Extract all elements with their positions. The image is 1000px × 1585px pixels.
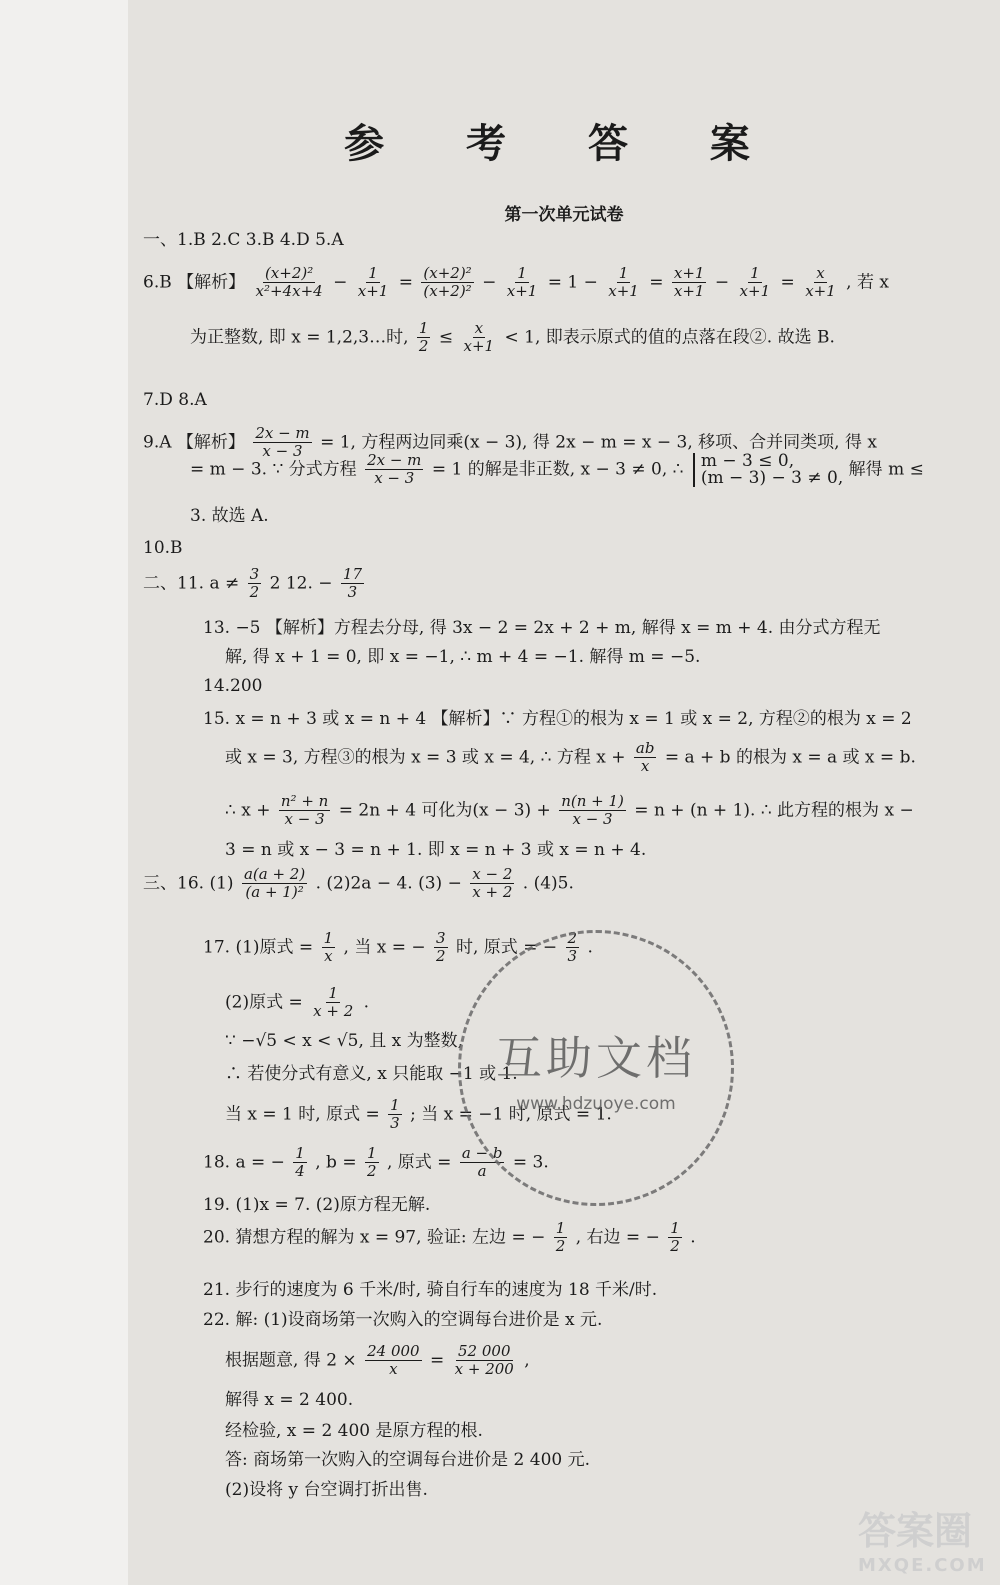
equation-system xyxy=(693,450,844,488)
text: , xyxy=(524,1350,530,1371)
section-title: 第一次单元试卷 xyxy=(504,205,624,225)
operator: − xyxy=(714,272,730,293)
answer-line-1-5: 一、1.B 2.C 3.B 4.D 5.A xyxy=(143,230,344,250)
text: = 2n + 4 可化为(x − 3) + xyxy=(338,800,551,821)
answer-line-17-2 xyxy=(225,985,369,1021)
answer-line-6-cont xyxy=(190,320,835,356)
fraction: $\frac{3}{2}$ xyxy=(249,565,260,602)
answer-line-19: 19. (1)x = 7. (2)原方程无解. xyxy=(203,1195,431,1215)
stamp-text: 互助文档 xyxy=(496,1031,696,1085)
fraction: $\frac{1}{2}$ xyxy=(555,1219,566,1256)
answer-line-22-f: (2)设将 y 台空调打折出售. xyxy=(225,1480,428,1500)
fraction: $\frac{1}{x + 2}$ xyxy=(313,984,354,1021)
text: . xyxy=(363,992,370,1013)
answer-line-13-cont: 解, 得 x + 1 = 0, 即 x = −1, ∴ m + 4 = −1. 解得 m = −5. xyxy=(225,647,701,667)
text: 时, 原式 = − xyxy=(456,937,558,958)
operator: ≤ xyxy=(438,327,454,348)
text: 为正整数, 即 x = 1,2,3…时, xyxy=(190,327,409,348)
fraction: $\frac{\text{(x+2)²}}{\text{x²+4x+4}}$ xyxy=(255,264,323,301)
text: . xyxy=(690,1227,696,1248)
text: ∴ x + xyxy=(225,800,271,821)
answer-line-15-b xyxy=(225,740,916,776)
operator: = 1 − xyxy=(547,272,598,293)
corner-watermark-url: MXQE.COM xyxy=(858,1555,987,1576)
fraction: $\frac{1}{3}$ xyxy=(390,1096,400,1133)
text: , 若 x xyxy=(846,272,889,293)
text: 二、11. a ≠ xyxy=(143,573,240,594)
fraction: $\frac{2}{3}$ xyxy=(567,929,578,966)
text: 18. a = − xyxy=(203,1152,285,1173)
operator: − xyxy=(482,272,497,293)
text: = n + (n + 1). ∴ 此方程的根为 x − xyxy=(634,800,914,821)
text: < 1, 即表示原式的值的点落在段②. 故选 B. xyxy=(504,327,835,348)
text: (2)原式 = xyxy=(225,992,303,1013)
fraction: $\frac{a - b}{a}$ xyxy=(461,1144,503,1181)
operator: = xyxy=(398,272,413,293)
system-row: m − 3 ≤ 0, xyxy=(700,450,795,471)
text: 17. (1)原式 = xyxy=(203,937,314,958)
page-title: 参 考 答 案 xyxy=(344,120,784,167)
fraction: $\frac{52 000}{x + 200}$ xyxy=(454,1342,514,1379)
text: = 1 的解是非正数, x − 3 ≠ 0, ∴ xyxy=(431,459,684,480)
text: , 当 x = − xyxy=(343,937,426,958)
fraction: $\frac{x - 2}{x + 2}$ xyxy=(472,865,513,902)
fraction: $\frac{1}{2}$ xyxy=(366,1144,377,1181)
fraction: $\frac{24 000}{x}$ xyxy=(367,1342,420,1379)
answer-line-17-d: ∴ 若使分式有意义, x 只能取 −1 或 1. xyxy=(225,1064,518,1084)
text: , 原式 = xyxy=(386,1152,452,1173)
fraction: $\frac{3}{2}$ xyxy=(436,929,446,966)
answer-line-13: 13. −5 【解析】方程去分母, 得 3x − 2 = 2x + 2 + m, 解得 x = m + 4. 由分式方程无 xyxy=(203,618,881,638)
operator: = xyxy=(649,272,664,293)
fraction: $\frac{a(a + 2)}{\text{(a + 1)²}}$ xyxy=(243,865,306,902)
system-row: (m − 3) − 3 ≠ 0, xyxy=(700,467,844,488)
fraction: $\frac{\text{(x+2)²}}{\text{(x+2)²}}$ xyxy=(423,264,472,301)
fraction: $\frac{ab}{x}$ xyxy=(635,739,655,776)
text: 或 x = 3, 方程③的根为 x = 3 或 x = 4, ∴ 方程 x + xyxy=(225,747,626,768)
text: , b = xyxy=(315,1152,357,1173)
answer-line-22-c: 解得 x = 2 400. xyxy=(225,1390,354,1410)
fraction: $\frac{x+1}{x+1}$ xyxy=(673,264,705,301)
fraction: $\frac{x}{x+1}$ xyxy=(463,319,495,356)
answer-line-9-end: 3. 故选 A. xyxy=(190,506,269,526)
answer-line-22: 22. 解: (1)设商场第一次购入的空调每台进价是 x 元. xyxy=(203,1310,603,1330)
fraction: $\frac{1}{2}$ xyxy=(418,319,429,356)
fraction: $\frac{17}{3}$ xyxy=(342,565,362,602)
text: 20. 猜想方程的解为 x = 97, 验证: 左边 = − xyxy=(203,1227,546,1248)
answer-line-9-cont xyxy=(190,452,924,488)
text: = 3. xyxy=(512,1152,549,1173)
answer-line-16 xyxy=(143,866,574,902)
fraction: $\frac{x}{x+1}$ xyxy=(805,264,836,301)
answer-sheet xyxy=(128,0,1000,1585)
operator: = xyxy=(780,272,795,293)
answer-line-17-c: ∵ −√5 < x < √5, 且 x 为整数, xyxy=(225,1031,464,1051)
fraction: $\frac{1}{2}$ xyxy=(670,1219,680,1256)
answer-line-15-d: 3 = n 或 x − 3 = n + 1. 即 x = n + 3 或 x = n + 4. xyxy=(225,840,647,860)
answer-line-21: 21. 步行的速度为 6 千米/时, 骑自行车的速度为 18 千米/时. xyxy=(203,1280,658,1300)
fraction: $\frac{1}{x+1}$ xyxy=(506,264,538,301)
text: . xyxy=(587,937,593,958)
fraction: $\frac{n(n + 1)}{x - 3}$ xyxy=(561,792,624,829)
stamp-url: www.hdzuoye.com xyxy=(516,1094,676,1114)
answer-line-7-8: 7.D 8.A xyxy=(143,390,207,410)
corner-watermark-title: 答案圈 xyxy=(858,1509,973,1553)
text: ; 当 x = −1 时, 原式 = 1. xyxy=(410,1104,612,1125)
answer-line-22-d: 经检验, x = 2 400 是原方程的根. xyxy=(225,1421,483,1441)
corner-watermark xyxy=(858,1500,988,1580)
text: . (4)5. xyxy=(522,873,574,894)
text: 6.B 【解析】 xyxy=(143,272,246,293)
fraction: $\frac{1}{x+1}$ xyxy=(739,264,771,301)
text: 9.A 【解析】 xyxy=(143,432,245,453)
fraction: $\frac{2x - m}{x - 3}$ xyxy=(367,451,422,488)
answer-line-11-12 xyxy=(143,566,367,602)
text: = a + b 的根为 x = a 或 x = b. xyxy=(664,747,916,768)
fraction: $\frac{2x - m}{x - 3}$ xyxy=(255,424,310,461)
answer-line-22-b xyxy=(225,1343,530,1379)
fraction: $\frac{1}{x+1}$ xyxy=(357,264,389,301)
text: 三、16. (1) xyxy=(143,873,234,894)
answer-line-15: 15. x = n + 3 或 x = n + 4 【解析】∵ 方程①的根为 x = 1 或 x = 2, 方程②的根为 x = 2 xyxy=(203,709,912,729)
fraction: $\frac{1}{x}$ xyxy=(323,929,334,966)
text: 解得 m ≤ xyxy=(848,459,924,480)
answer-line-20 xyxy=(203,1220,696,1256)
answer-line-15-c xyxy=(225,793,914,829)
page-margin xyxy=(0,0,128,1585)
operator: = xyxy=(430,1350,445,1371)
fraction: $\frac{\text{n² + n}}{x - 3}$ xyxy=(280,792,329,829)
text: . (2)2a − 4. (3) − xyxy=(315,873,462,894)
text: = m − 3. ∵ 分式方程 xyxy=(190,459,357,480)
text: 2 12. − xyxy=(269,573,333,594)
answer-line-6 xyxy=(143,265,889,301)
watermark-stamp xyxy=(458,930,734,1206)
answer-line-22-e: 答: 商场第一次购入的空调每台进价是 2 400 元. xyxy=(225,1450,591,1470)
answer-line-10: 10.B xyxy=(143,538,183,558)
text: = 1, 方程两边同乘(x − 3), 得 2x − m = x − 3, 移项、合并同类项, 得 x xyxy=(320,432,877,453)
text: 当 x = 1 时, 原式 = xyxy=(225,1104,380,1125)
text: , 右边 = − xyxy=(575,1227,660,1248)
answer-line-14: 14.200 xyxy=(203,676,263,696)
fraction: $\frac{1}{4}$ xyxy=(295,1144,305,1181)
text: 根据题意, 得 2 × xyxy=(225,1350,357,1371)
fraction: $\frac{1}{x+1}$ xyxy=(608,264,639,301)
operator: − xyxy=(333,272,348,293)
